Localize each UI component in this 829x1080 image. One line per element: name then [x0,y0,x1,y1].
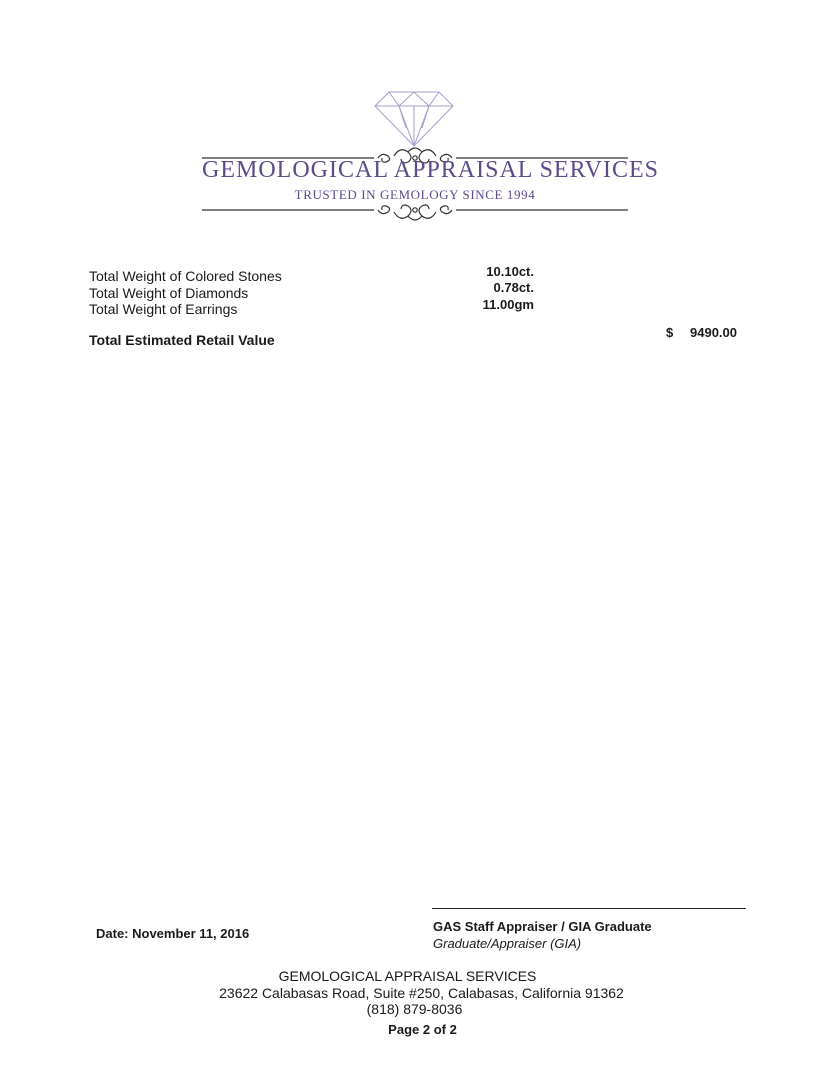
earrings-weight-label: Total Weight of Earrings [89,301,238,317]
scroll-ornament-icon [202,202,628,224]
colored-stones-weight-label: Total Weight of Colored Stones [89,268,282,284]
page-number: Page 2 of 2 [388,1022,457,1037]
signature-line [432,908,746,909]
brand-tagline: TRUSTED IN GEMOLOGY SINCE 1994 [294,187,536,202]
total-value-label: Total Estimated Retail Value [89,332,275,348]
colored-stones-weight-value: 10.10ct. [486,264,534,279]
footer-phone: (818) 879-8036 [366,1001,463,1017]
brand-name: GEMOLOGICAL APPRAISAL SERVICES [202,157,660,183]
earrings-weight-value: 11.00gm [482,297,534,312]
diamonds-weight-label: Total Weight of Diamonds [89,285,249,301]
footer-company: GEMOLOGICAL APPRAISAL SERVICES [278,968,537,984]
appraiser-title: GAS Staff Appraiser / GIA Graduate [433,919,652,934]
appraiser-subtitle: Graduate/Appraiser (GIA) [433,936,582,951]
appraisal-date: Date: November 11, 2016 [96,926,250,941]
footer-address: 23622 Calabasas Road, Suite #250, Calabasas, California 91362 [219,985,624,1001]
total-currency-symbol: $ [666,325,674,340]
diamond-icon [373,90,455,148]
diamonds-weight-value: 0.78ct. [493,280,534,295]
total-value-amount: 9490.00 [690,325,737,340]
